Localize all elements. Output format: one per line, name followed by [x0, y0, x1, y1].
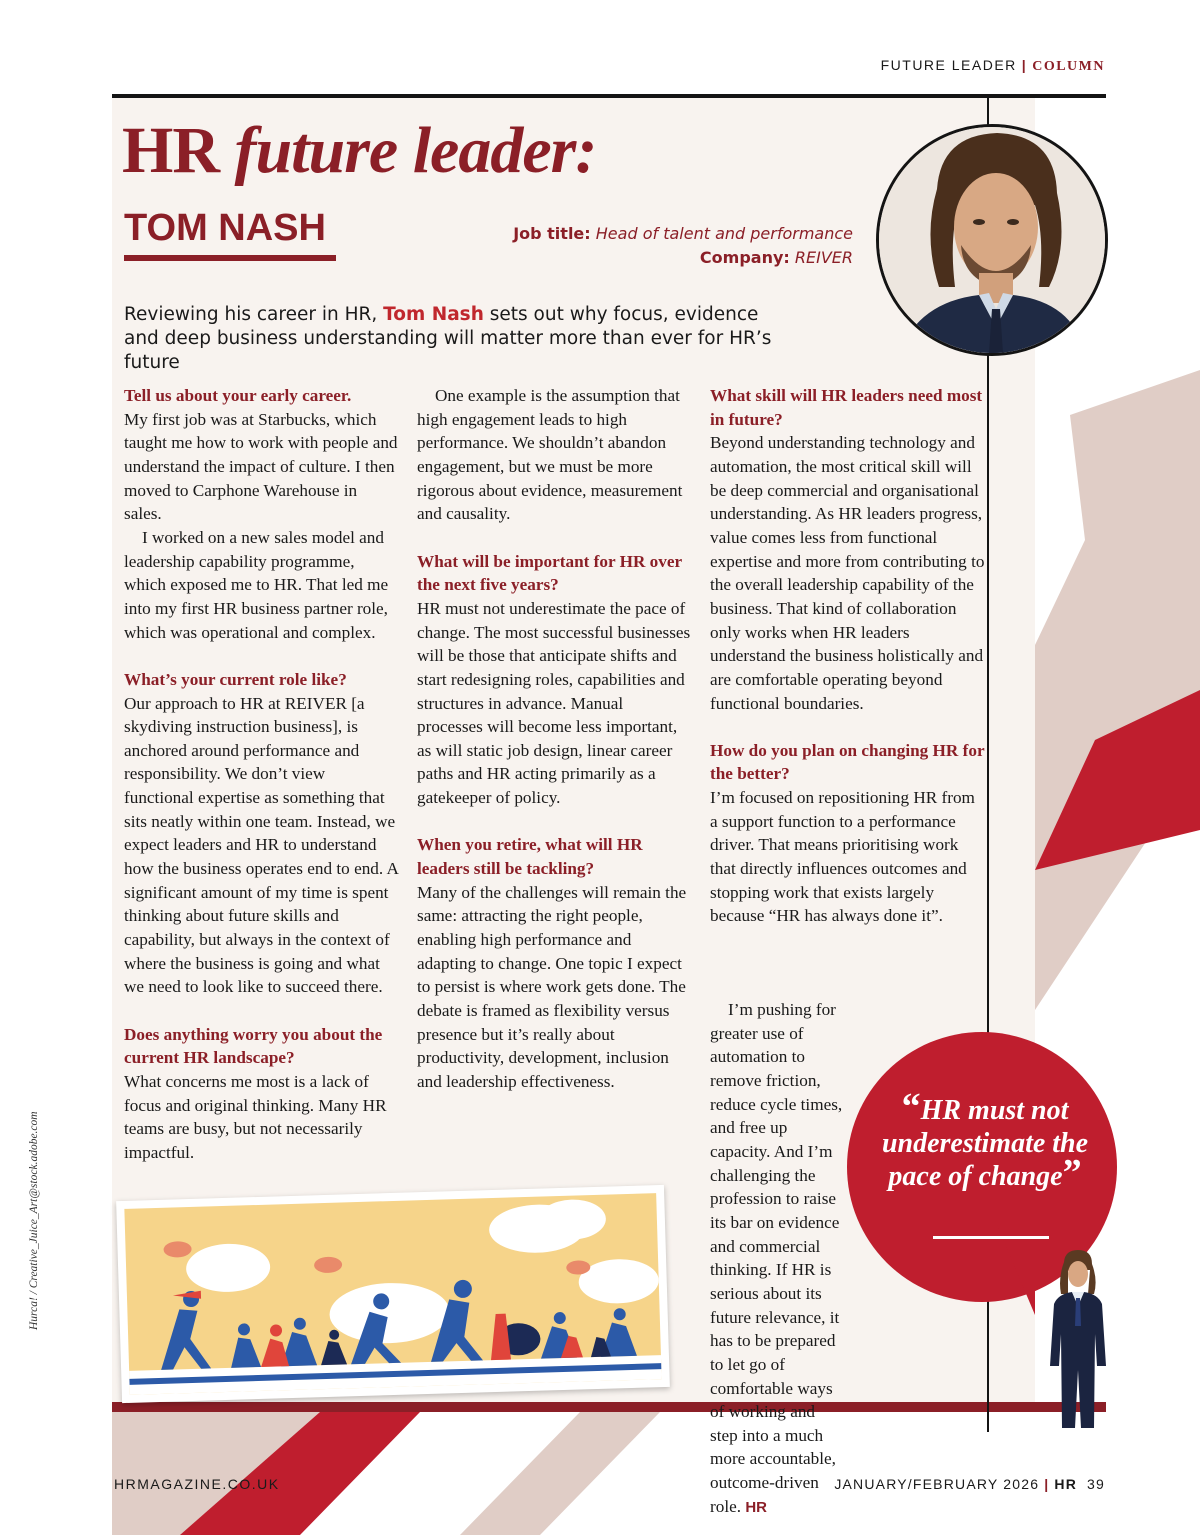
- runners-illustration: [116, 1185, 670, 1403]
- standfirst-highlight: Tom Nash: [383, 304, 484, 325]
- section-tag: [881, 57, 1105, 75]
- question-heading: How do you plan on changing HR for the better?: [710, 740, 985, 784]
- name-underline: [124, 255, 336, 261]
- answer-paragraph: My first job was at Starbucks, which taught me how to work with people and understand the impact of culture. I then moved to Carphone Warehouse in sales.: [124, 409, 398, 524]
- answer-paragraph: HR must not underestimate the pace of change. The most successful businesses will be those that anticipate shifts and start redesigning roles, capabilities and structures in advance. Manual processes will become less important, as will static job design, linear career paths and HR acting primarily as a gatekeeper of policy.: [417, 598, 691, 808]
- footer-issue: [834, 1476, 1105, 1492]
- company-label: Company:: [699, 248, 790, 267]
- portrait-photo: [876, 124, 1108, 356]
- image-credit: Hurca! / Creative_Juice_Art@stock.adobe.com: [28, 1111, 40, 1330]
- job-title-label: Job title:: [513, 224, 591, 243]
- person-name: TOM NASH: [124, 207, 326, 249]
- top-rule: [112, 94, 1106, 98]
- question-heading: Tell us about your early career.: [124, 386, 352, 405]
- standfirst: [124, 303, 784, 375]
- bubble-tail: [995, 1220, 1040, 1320]
- standfirst-after: sets out why focus, evidence and deep business understanding will matter more than ever for HR’s future: [124, 304, 772, 373]
- page-number: 39: [1087, 1476, 1105, 1492]
- close-quote-mark: ”: [1062, 1152, 1082, 1194]
- article-column-3-continued: [710, 998, 985, 1519]
- answer-paragraph: I’m focused on repositioning HR from a support function to a performance driver. That means prioritising work that directly influences outcomes and stopping work that exists largely because “HR has always done it”.: [710, 788, 975, 926]
- footer-website: HRMAGAZINE.CO.UK: [114, 1476, 280, 1492]
- answer-paragraph: What concerns me most is a lack of focus and original thinking. Many HR teams are busy, but not necessarily impactful.: [124, 1072, 387, 1162]
- article-column-1: [124, 384, 399, 1165]
- section-label: FUTURE LEADER: [880, 57, 1017, 73]
- answer-paragraph: Our approach to HR at REIVER [a skydiving instruction business], is anchored around performance and responsibility. We don’t view functional expertise as something that sits neatly within one team. Instead, we expect leaders and HR to understand how the business operates end to end. A significant amount of my time is spent thinking about future skills and capability, but always in the context of where the business is going and what we need to look like to succeed there.: [124, 693, 398, 997]
- end-mark: HR: [745, 1498, 767, 1516]
- open-quote-mark: “: [901, 1086, 921, 1128]
- answer-text: I’m pushing for greater use of automation to remove friction, reduce cycle times, and free up capacity. And I’m challenging the profession to raise its bar on evidence and commercial thinking. If HR is serious about its future relevance, it has to be prepared to let go of comfortable ways of working and step into a much more accountable, outcome-driven role.: [710, 1000, 843, 1516]
- question-heading: When you retire, what will HR leaders still be tackling?: [417, 835, 643, 879]
- question-heading: What will be important for HR over the next five years?: [417, 551, 682, 595]
- businessman-figure: [1040, 1250, 1115, 1430]
- light-stripe-lower: [460, 1412, 660, 1535]
- job-title-value: Head of talent and performance: [595, 224, 853, 243]
- standfirst-before: Reviewing his career in HR,: [124, 304, 378, 325]
- question-heading: What skill will HR leaders need most in future?: [710, 386, 983, 429]
- illustration-graphic: [116, 1185, 670, 1403]
- issue-date: JANUARY/FEBRUARY 2026: [834, 1476, 1040, 1492]
- question-heading: What’s your current role like?: [124, 669, 347, 689]
- question-heading: Does anything worry you about the current HR landscape?: [124, 1024, 383, 1068]
- answer-paragraph: Beyond understanding technology and automation, the most critical skill will be deep commercial and organisational understanding. As HR leaders progress, value comes less from functional expertise and more from contributing to the overall leadership capability of the business. That kind of collaboration only works when HR leaders understand the business holistically and are comfortable operating beyond functional boundaries.: [710, 433, 985, 713]
- portrait-illustration: [879, 127, 1105, 353]
- answer-paragraph-final: [710, 998, 845, 1519]
- article-column-3: [710, 384, 985, 928]
- title-italic: future leader:: [234, 114, 597, 187]
- light-arrow-upper: [1035, 370, 1200, 1010]
- article-column-2: [417, 384, 692, 1094]
- pull-quote-rule: [933, 1236, 1049, 1239]
- footer-separator: |: [1044, 1476, 1050, 1492]
- column-label: COLUMN: [1032, 59, 1105, 74]
- answer-paragraph: One example is the assumption that high engagement leads to high performance. We shouldn’t abandon engagement, but we must be more rigorous about evidence, measurement and causality.: [417, 386, 683, 524]
- company-value: REIVER: [794, 248, 853, 267]
- job-info: [513, 222, 853, 270]
- title-prefix: HR: [122, 114, 219, 187]
- page-title: [122, 106, 596, 196]
- pull-quote-text: HR must not underestimate the pace of change: [881, 1095, 1089, 1192]
- answer-paragraph: I worked on a new sales model and leadership capability programme, which exposed me to HR. That led me into my first HR business partner role, which was operational and complex.: [124, 527, 389, 642]
- footer-brand: HR: [1054, 1476, 1078, 1492]
- section-separator: |: [1021, 57, 1028, 73]
- pull-quote: [880, 1086, 1090, 1194]
- answer-paragraph: Many of the challenges will remain the same: attracting the right people, enabling high performance and adapting to change. One topic I expect to persist is where work gets done. The debate is framed as flexibility versus presence but it’s really about productivity, development, inclusion and leadership effectiveness.: [417, 882, 687, 1091]
